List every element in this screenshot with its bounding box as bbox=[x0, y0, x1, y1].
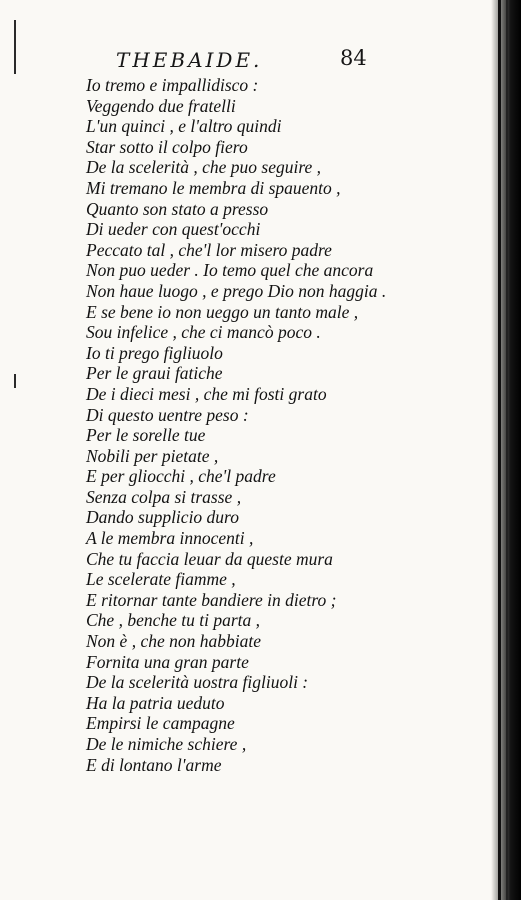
verse-line: Io ti prego figliuolo bbox=[86, 342, 223, 363]
verse-line: Non puo ueder . Io temo quel che ancora bbox=[86, 260, 374, 281]
verse-line: A le membra innocenti , bbox=[86, 528, 254, 549]
margin-mark bbox=[14, 20, 16, 74]
verse-line: Senza colpa si trasse , bbox=[86, 486, 242, 507]
verse-line: Star sotto il colpo fiero bbox=[86, 136, 248, 157]
verse-line: E se bene io non ueggo un tanto male , bbox=[86, 301, 359, 322]
verse-line: Per le sorelle tue bbox=[86, 425, 206, 446]
verse-line: Quanto son stato a presso bbox=[86, 198, 269, 219]
verse-line: Per le graui fatiche bbox=[86, 363, 223, 384]
verse-line: De la scelerità , che puo seguire , bbox=[86, 157, 322, 178]
verse-line: Mi tremano le membra di spauento , bbox=[86, 177, 341, 198]
verse-line: De i dieci mesi , che mi fosti grato bbox=[86, 383, 327, 404]
verse-line: Che , benche tu ti parta , bbox=[86, 610, 261, 631]
verse-line: Ha la patria ueduto bbox=[86, 692, 225, 713]
binding-edge bbox=[498, 0, 501, 900]
verse-line: Dando supplicio duro bbox=[86, 507, 239, 528]
verse-line: Non haue luogo , e prego Dio non haggia . bbox=[86, 280, 387, 301]
verse-line: Nobili per pietate , bbox=[86, 445, 219, 466]
verse-line: Di questo uentre peso : bbox=[86, 404, 249, 425]
page-number: 84 bbox=[340, 46, 367, 70]
verse-line: L'un quinci , e l'altro quindi bbox=[86, 116, 282, 137]
verse-line: Che tu faccia leuar da queste mura bbox=[86, 548, 333, 569]
verse-line: E ritornar tante bandiere in dietro ; bbox=[86, 589, 337, 610]
verse-line: Le scelerate fiamme , bbox=[86, 569, 236, 590]
verse-line: Non è , che non habbiate bbox=[86, 631, 261, 652]
verse-line: De le nimiche schiere , bbox=[86, 734, 247, 754]
verse-text bbox=[86, 75, 426, 775]
verse-line: E di lontano l'arme bbox=[86, 754, 222, 775]
running-title: THEBAIDE. bbox=[116, 48, 263, 72]
verse-line: Veggendo due fratelli bbox=[86, 95, 236, 116]
verse-line: De la scelerità uostra figliuoli : bbox=[86, 672, 309, 693]
verse-line: Empirsi le campagne bbox=[86, 713, 235, 734]
verse-line: E per gliocchi , che'l padre bbox=[86, 466, 276, 487]
binding-edge bbox=[506, 0, 508, 900]
verse-line: Di ueder con quest'occhi bbox=[86, 219, 261, 240]
verse-line: Io tremo e impallidisco : bbox=[86, 75, 259, 95]
verse-line: Sou infelice , che ci mancò poco . bbox=[86, 322, 321, 343]
verse-line: Fornita una gran parte bbox=[86, 651, 249, 672]
margin-mark bbox=[14, 374, 16, 388]
verse-line: Peccato tal , che'l lor misero padre bbox=[86, 239, 332, 260]
page-header bbox=[116, 48, 386, 78]
